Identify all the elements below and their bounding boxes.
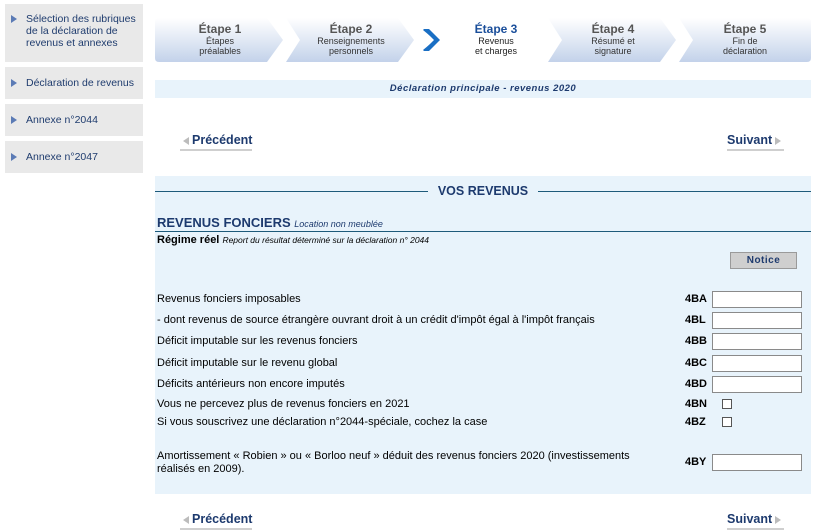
step-label-line2: signature bbox=[594, 46, 632, 56]
sidebar bbox=[5, 4, 143, 178]
row-code: 4BL bbox=[685, 314, 706, 326]
previous-link-bottom[interactable] bbox=[180, 512, 252, 530]
step-4 bbox=[548, 18, 678, 62]
triangle-right-icon bbox=[11, 116, 17, 124]
row-code: 4BA bbox=[685, 293, 708, 305]
previous-link-top[interactable] bbox=[180, 133, 252, 151]
checkbox-4bz[interactable] bbox=[722, 417, 732, 427]
sidebar-item-selection-rubriques[interactable] bbox=[5, 4, 143, 62]
section-note: Location non meublée bbox=[294, 219, 383, 229]
triangle-right-icon bbox=[11, 79, 17, 87]
row-label: Revenus fonciers imposables bbox=[157, 293, 301, 305]
field-4bc[interactable] bbox=[712, 355, 802, 372]
step-2 bbox=[286, 18, 416, 62]
sidebar-item-annexe-2047[interactable] bbox=[5, 141, 143, 173]
step-5-text bbox=[679, 18, 811, 56]
step-3-text bbox=[417, 18, 547, 56]
sidebar-item-label: Déclaration de revenus bbox=[26, 77, 134, 89]
regime-line bbox=[157, 234, 429, 246]
row-label: Déficits antérieurs non encore imputés bbox=[157, 378, 345, 390]
step-label-line1: Renseignements bbox=[317, 36, 385, 46]
row-label: Si vous souscrivez une déclaration n°2044-spéciale, cochez la case bbox=[157, 416, 488, 428]
row-label: - dont revenus de source étrangère ouvrant droit à un crédit d'impôt égal à l'impôt français bbox=[157, 314, 595, 326]
row-code: 4BD bbox=[685, 378, 708, 390]
declaration-subtitle: Déclaration principale - revenus 2020 bbox=[155, 80, 811, 98]
sidebar-item-annexe-2044[interactable] bbox=[5, 104, 143, 136]
next-link-bottom[interactable] bbox=[727, 512, 784, 530]
section-title-text: REVENUS FONCIERS bbox=[157, 215, 291, 230]
step-label-line1: Résumé et bbox=[591, 36, 635, 46]
step-label-line1: Revenus bbox=[478, 36, 514, 46]
next-label: Suivant bbox=[727, 133, 773, 147]
previous-label: Précédent bbox=[192, 133, 253, 147]
row-code: 4BB bbox=[685, 335, 708, 347]
section-title bbox=[157, 215, 383, 230]
field-4bd[interactable] bbox=[712, 376, 802, 393]
regime-label: Régime réel bbox=[157, 234, 220, 246]
field-4bb[interactable] bbox=[712, 333, 802, 350]
row-code: 4BZ bbox=[685, 416, 706, 428]
revenus-panel bbox=[155, 176, 811, 494]
row-code: 4BY bbox=[685, 456, 707, 468]
arrow-right-icon bbox=[775, 516, 781, 524]
checkbox-4bn[interactable] bbox=[722, 399, 732, 409]
sidebar-item-declaration-revenus[interactable] bbox=[5, 67, 143, 99]
arrow-left-icon bbox=[183, 516, 189, 524]
step-number: Étape 3 bbox=[474, 22, 518, 36]
step-label-line1: Étapes bbox=[205, 36, 235, 46]
step-number: Étape 4 bbox=[591, 22, 635, 36]
row-label: Amortissement « Robien » ou « Borloo neuf » déduit des revenus fonciers 2020 (investissements réalisés en 2009). bbox=[157, 450, 630, 475]
next-link-top[interactable] bbox=[727, 133, 784, 151]
step-number: Étape 1 bbox=[198, 22, 242, 36]
step-label-line2: préalables bbox=[199, 46, 241, 56]
step-label-line2: déclaration bbox=[722, 46, 768, 56]
step-1 bbox=[155, 18, 285, 62]
row-code: 4BN bbox=[685, 398, 708, 410]
row-code: 4BC bbox=[685, 357, 708, 369]
row-label: Déficit imputable sur le revenu global bbox=[157, 357, 338, 369]
row-label: Déficit imputable sur les revenus fonciers bbox=[157, 335, 358, 347]
triangle-right-icon bbox=[11, 15, 17, 23]
step-label-line2: personnels bbox=[328, 46, 374, 56]
regime-note: Report du résultat déterminé sur la déclaration n° 2044 bbox=[222, 235, 430, 245]
field-4bl[interactable] bbox=[712, 312, 802, 329]
step-number: Étape 2 bbox=[329, 22, 373, 36]
panel-heading-text: VOS REVENUS bbox=[428, 184, 538, 198]
previous-label: Précédent bbox=[192, 512, 253, 526]
panel-heading-label bbox=[155, 182, 811, 200]
sidebar-item-label: Annexe n°2047 bbox=[26, 151, 98, 163]
sidebar-item-label: Sélection des rubriques de la déclaration de revenus et annexes bbox=[26, 13, 136, 49]
row-label: Vous ne percevez plus de revenus fonciers en 2021 bbox=[157, 398, 410, 410]
sidebar-item-label: Annexe n°2044 bbox=[26, 114, 98, 126]
arrow-left-icon bbox=[183, 137, 189, 145]
field-4ba[interactable] bbox=[712, 291, 802, 308]
notice-button[interactable]: Notice bbox=[730, 252, 797, 269]
step-5 bbox=[679, 18, 811, 62]
section-rule bbox=[155, 231, 811, 232]
triangle-right-icon bbox=[11, 153, 17, 161]
next-label: Suivant bbox=[727, 512, 773, 526]
panel-heading bbox=[155, 182, 811, 200]
step-label-line2: et charges bbox=[474, 46, 518, 56]
step-3 bbox=[417, 18, 547, 62]
step-label-line1: Fin de bbox=[732, 36, 758, 46]
progress-stepper bbox=[155, 18, 811, 62]
step-1-text bbox=[155, 18, 285, 56]
step-number: Étape 5 bbox=[723, 22, 767, 36]
arrow-right-icon bbox=[775, 137, 781, 145]
step-4-text bbox=[548, 18, 678, 56]
field-4by[interactable] bbox=[712, 454, 802, 471]
step-2-text bbox=[286, 18, 416, 56]
